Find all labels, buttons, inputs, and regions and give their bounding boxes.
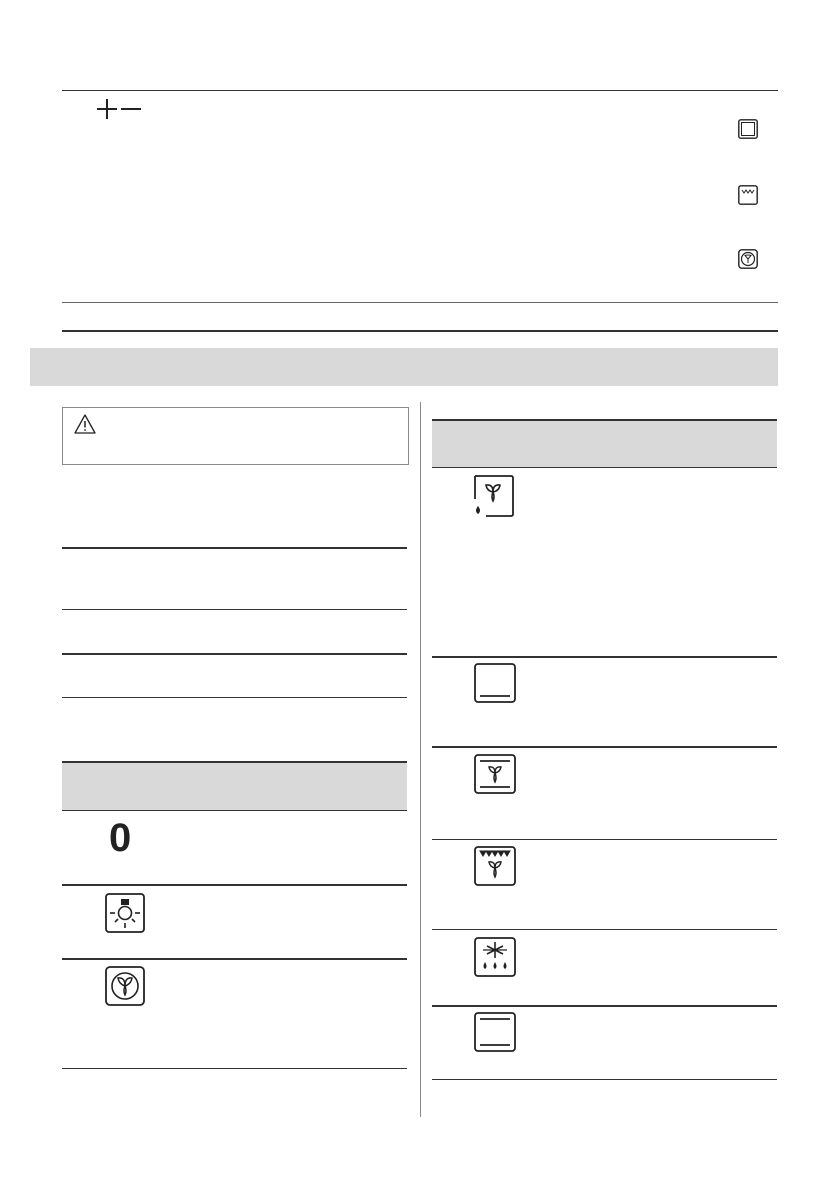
top-heat-icon	[738, 185, 758, 205]
function-row-rule-5	[432, 1005, 777, 1007]
symbol-table-header-rule	[62, 810, 407, 811]
oven-light-icon	[105, 893, 145, 933]
zero-off-symbol: 0	[109, 816, 132, 860]
fan-top-bottom-heat-icon	[474, 754, 516, 794]
left-rule-3	[62, 653, 407, 655]
left-rule-2	[62, 609, 407, 610]
symbol-table-header	[62, 763, 407, 810]
fan-icon	[738, 249, 758, 269]
bottom-heat-icon	[738, 119, 758, 139]
function-table-header-rule	[432, 467, 777, 468]
plus-minus-icon	[96, 99, 142, 119]
function-row-rule-4	[432, 929, 777, 930]
top-bottom-heat-icon	[474, 1012, 516, 1052]
section-header-band	[30, 348, 778, 386]
panel-bottom-rule	[62, 330, 778, 332]
left-rule-1	[62, 547, 407, 549]
panel-divider	[62, 302, 778, 303]
warning-box	[62, 407, 409, 465]
defrost-icon	[474, 937, 516, 977]
function-row-rule-2	[432, 746, 777, 748]
top-rule	[62, 90, 778, 91]
grill-fan-icon	[474, 846, 516, 886]
function-row-rule-3	[432, 839, 777, 840]
bottom-heat-large-icon	[474, 663, 516, 703]
column-separator	[420, 402, 421, 1117]
function-table-header	[432, 421, 777, 467]
function-table-bottom-rule	[432, 1079, 777, 1080]
warning-triangle-icon	[74, 414, 96, 434]
symbol-row-rule-2	[62, 958, 407, 960]
symbol-table-bottom-rule	[62, 1068, 407, 1069]
function-row-rule-1	[432, 656, 777, 658]
symbol-row-rule-1	[62, 884, 407, 886]
steam-fan-icon	[472, 475, 514, 517]
fan-circle-icon	[105, 966, 145, 1006]
left-rule-4	[62, 697, 407, 698]
